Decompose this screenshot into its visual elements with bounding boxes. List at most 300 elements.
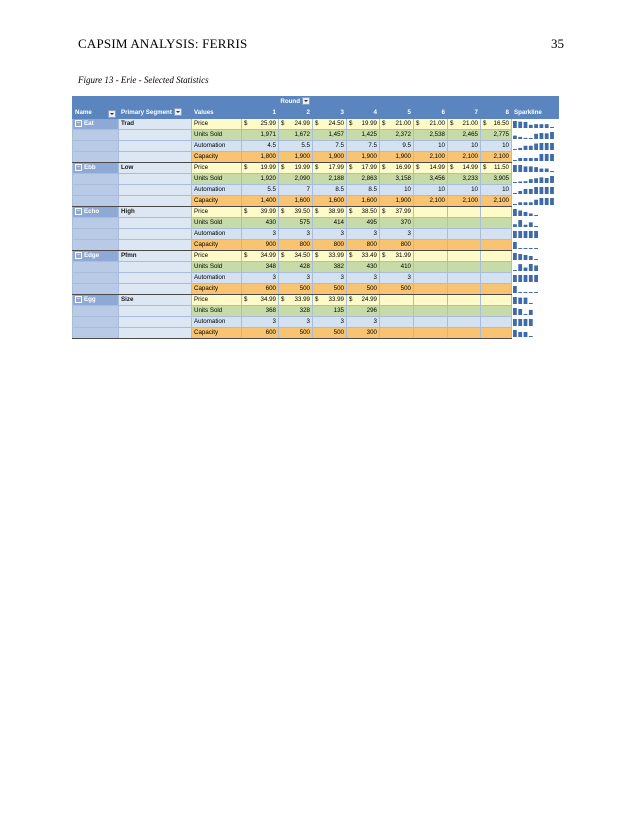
sparkline-cell: [512, 185, 559, 196]
currency-symbol: $: [244, 164, 248, 171]
sparkline-chart: [512, 175, 558, 184]
data-cell: [279, 273, 313, 284]
sparkline-cell: [512, 251, 559, 262]
data-cell: [448, 328, 481, 339]
product-name-blank: [73, 262, 119, 273]
product-name-cell[interactable]: [73, 163, 119, 174]
data-cell: [414, 207, 448, 218]
data-cell: [347, 163, 380, 174]
cell-value: 37.99: [395, 208, 411, 215]
collapse-toggle-icon[interactable]: −: [75, 252, 82, 259]
round-column-header: 2: [279, 108, 313, 119]
data-cell: [313, 119, 347, 130]
data-cell: [313, 284, 347, 295]
sparkline-bar: [518, 275, 522, 282]
data-cell: [279, 152, 313, 163]
sparkline-bar: [545, 154, 549, 161]
currency-symbol: $: [450, 164, 454, 171]
data-cell: [414, 119, 448, 130]
collapse-toggle-icon[interactable]: −: [75, 296, 82, 303]
header-blank-cell: [313, 97, 347, 108]
cell-value: 2,538: [429, 131, 445, 138]
primary-segment-blank: [119, 152, 192, 163]
cell-value: 1,900: [395, 197, 411, 204]
sparkline-bar: [524, 137, 528, 138]
cell-value: 1,600: [294, 197, 310, 204]
cell-value: 370: [400, 219, 411, 226]
product-name-cell[interactable]: [73, 119, 119, 130]
primary-segment-blank: [119, 229, 192, 240]
sparkline-bar: [545, 187, 549, 194]
sparkline-bar: [529, 124, 533, 127]
sparkline-bar: [545, 198, 549, 205]
data-cell: [481, 251, 512, 262]
sparkline-bar: [524, 332, 528, 337]
sparkline-bar: [534, 158, 538, 161]
data-cell: [242, 229, 279, 240]
data-cell: [448, 284, 481, 295]
sparkline-chart: [512, 153, 558, 162]
product-name-blank: [73, 174, 119, 185]
data-cell: [279, 306, 313, 317]
name-filter-dropdown-icon[interactable]: [108, 110, 116, 118]
cell-value: 135: [333, 307, 344, 314]
data-cell: [414, 251, 448, 262]
data-cell: [242, 240, 279, 251]
cell-value: 14.99: [429, 164, 445, 171]
data-cell: [380, 119, 414, 130]
collapse-toggle-icon[interactable]: −: [75, 164, 82, 171]
data-cell: [279, 174, 313, 185]
cell-value: 3,905: [493, 175, 509, 182]
data-cell: [481, 273, 512, 284]
data-cell: [414, 152, 448, 163]
cell-value: 2,100: [429, 197, 445, 204]
cell-value: 1,900: [328, 153, 344, 160]
cell-value: 10: [438, 142, 445, 149]
data-cell: [380, 251, 414, 262]
sparkline-cell: [512, 163, 559, 174]
cell-value: 300: [366, 329, 377, 336]
cell-value: 2,465: [462, 131, 478, 138]
primary-segment-blank: [119, 196, 192, 207]
value-label-cell: Capacity: [192, 240, 242, 251]
sparkline-bar: [529, 202, 533, 205]
sparkline-bar: [529, 303, 533, 304]
cell-value: 19.99: [361, 120, 377, 127]
header-blank-cell: [73, 97, 119, 108]
cell-value: 3: [407, 274, 411, 281]
data-cell: [481, 306, 512, 317]
cell-value: 296: [366, 307, 377, 314]
cell-value: 410: [400, 263, 411, 270]
data-cell: [448, 207, 481, 218]
sparkline-bar: [524, 181, 528, 183]
cell-value: 1,672: [294, 131, 310, 138]
data-cell: [242, 306, 279, 317]
data-cell: [279, 262, 313, 273]
table-row: [73, 317, 559, 328]
cell-value: 34.50: [294, 252, 310, 259]
cell-value: 1,920: [260, 175, 276, 182]
cell-value: 3,456: [429, 175, 445, 182]
data-cell: [347, 141, 380, 152]
data-cell: [242, 207, 279, 218]
cell-value: 2,775: [493, 131, 509, 138]
cell-value: 33.99: [294, 296, 310, 303]
data-cell: [481, 141, 512, 152]
sparkline-bar: [524, 224, 528, 226]
data-cell: [279, 229, 313, 240]
product-name-blank: [73, 306, 119, 317]
cell-value: 1,600: [361, 197, 377, 204]
cell-value: 24.50: [328, 120, 344, 127]
cell-value: 24.99: [361, 296, 377, 303]
data-cell: [313, 317, 347, 328]
data-cell: [414, 284, 448, 295]
value-label-cell: Capacity: [192, 196, 242, 207]
data-cell: [242, 295, 279, 306]
currency-symbol: $: [244, 208, 248, 215]
cell-value: 1,400: [260, 197, 276, 204]
data-cell: [347, 240, 380, 251]
sparkline-bar: [513, 165, 517, 172]
data-cell: [448, 229, 481, 240]
sparkline-bar: [534, 275, 538, 282]
cell-value: 2,090: [294, 175, 310, 182]
sparkline-bar: [518, 248, 522, 249]
sparkline-cell: [512, 152, 559, 163]
cell-value: 800: [366, 241, 377, 248]
data-cell: [448, 119, 481, 130]
primary-segment-cell: Trad: [119, 119, 192, 130]
cell-value: 16.99: [395, 164, 411, 171]
cell-value: 3: [272, 230, 276, 237]
data-cell: [380, 196, 414, 207]
round-filter-dropdown-icon[interactable]: [302, 97, 310, 105]
cell-value: 328: [299, 307, 310, 314]
sparkline-bar: [529, 213, 533, 216]
cell-value: 21.00: [429, 120, 445, 127]
sparkline-bar: [518, 147, 522, 149]
data-cell: [313, 251, 347, 262]
value-label-cell: Units Sold: [192, 174, 242, 185]
data-cell: [380, 152, 414, 163]
cell-value: 4.5: [267, 142, 276, 149]
currency-symbol: $: [315, 208, 319, 215]
sparkline-bar: [518, 292, 522, 293]
page-number: 35: [551, 36, 564, 51]
sparkline-bar: [524, 145, 528, 149]
table-row: [73, 130, 559, 141]
cell-value: 500: [299, 285, 310, 292]
data-cell: [481, 196, 512, 207]
cell-value: 1,900: [361, 153, 377, 160]
data-cell: [242, 251, 279, 262]
currency-symbol: $: [483, 164, 487, 171]
sparkline-bar: [529, 336, 533, 337]
segment-field-header[interactable]: [119, 108, 192, 119]
value-label-cell: Units Sold: [192, 218, 242, 229]
sparkline-bar: [550, 154, 554, 161]
round-column-header: 1: [242, 108, 279, 119]
sparkline-cell: [512, 119, 559, 130]
primary-segment-cell: Pfmn: [119, 251, 192, 262]
sparkline-bar: [540, 198, 544, 205]
table-row: [73, 185, 559, 196]
table-row: [73, 273, 559, 284]
sparkline-bar: [540, 143, 544, 150]
value-label-cell: Automation: [192, 317, 242, 328]
currency-symbol: $: [244, 296, 248, 303]
data-cell: [279, 207, 313, 218]
primary-segment-blank: [119, 141, 192, 152]
data-cell: [414, 185, 448, 196]
product-name-cell[interactable]: [73, 295, 119, 306]
data-cell: [481, 218, 512, 229]
sparkline-bar: [550, 127, 554, 128]
header-blank-cell: [448, 97, 481, 108]
data-cell: [313, 130, 347, 141]
cell-value: 600: [265, 285, 276, 292]
cell-value: 900: [265, 241, 276, 248]
header-blank-cell: [119, 97, 192, 108]
sparkline-bar: [513, 319, 517, 326]
cell-value: 500: [400, 285, 411, 292]
cell-value: 3: [272, 318, 276, 325]
sparkline-cell: [512, 284, 559, 295]
data-cell: [448, 251, 481, 262]
sparkline-bar: [529, 231, 533, 238]
sparkline-bar: [524, 121, 528, 127]
cell-value: 21.00: [462, 120, 478, 127]
currency-symbol: $: [382, 120, 386, 127]
currency-symbol: $: [315, 164, 319, 171]
sparkline-bar: [524, 255, 528, 260]
cell-value: 10: [471, 186, 478, 193]
sparkline-chart: [512, 142, 558, 151]
data-cell: [481, 207, 512, 218]
cell-value: 7: [306, 186, 310, 193]
primary-segment-blank: [119, 262, 192, 273]
sparkline-bar: [550, 143, 554, 150]
sparkline-bar: [518, 158, 522, 161]
data-cell: [380, 306, 414, 317]
cell-value: 16.50: [493, 120, 509, 127]
sparkline-cell: [512, 240, 559, 251]
cell-value: 5.5: [301, 142, 310, 149]
table-row: [73, 251, 559, 262]
primary-segment-blank: [119, 284, 192, 295]
sparkline-bar: [518, 210, 522, 216]
cell-value: 1,600: [328, 197, 344, 204]
name-field-header[interactable]: [73, 108, 119, 119]
header-blank-cell: [192, 97, 242, 108]
data-cell: [242, 218, 279, 229]
data-cell: [380, 174, 414, 185]
data-cell: [313, 328, 347, 339]
cell-value: 2,100: [462, 153, 478, 160]
product-name-blank: [73, 141, 119, 152]
sparkline-bar: [524, 267, 528, 270]
data-cell: [279, 185, 313, 196]
running-header-title: CAPSIM ANALYSIS: FERRIS: [78, 36, 248, 51]
primary-segment-blank: [119, 240, 192, 251]
value-label-cell: Price: [192, 207, 242, 218]
data-cell: [380, 328, 414, 339]
data-cell: [414, 174, 448, 185]
table-row: [73, 207, 559, 218]
sparkline-bar: [513, 270, 517, 271]
cell-value: 800: [299, 241, 310, 248]
cell-value: 500: [333, 329, 344, 336]
sparkline-bar: [534, 124, 538, 128]
sparkline-cell: [512, 229, 559, 240]
round-column-header: 4: [347, 108, 380, 119]
data-cell: [481, 229, 512, 240]
cell-value: 10: [502, 186, 509, 193]
currency-symbol: $: [349, 296, 353, 303]
sparkline-bar: [529, 248, 533, 249]
data-cell: [448, 240, 481, 251]
cell-value: 2,100: [462, 197, 478, 204]
table-row: [73, 141, 559, 152]
sparkline-chart: [512, 197, 558, 206]
sparkline-bar: [518, 191, 522, 194]
sparkline-bar: [545, 178, 549, 183]
sparkline-bar: [529, 145, 533, 149]
sparkline-bar: [540, 133, 544, 139]
data-cell: [242, 174, 279, 185]
data-cell: [313, 262, 347, 273]
sparkline-chart: [512, 241, 558, 250]
sparkline-bar: [545, 133, 549, 139]
cell-value: 31.99: [395, 252, 411, 259]
sparkline-chart: [512, 329, 558, 338]
sparkline-bar: [534, 231, 538, 238]
sparkline-bar: [518, 181, 522, 183]
cell-value: 3,233: [462, 175, 478, 182]
round-column-header: 7: [448, 108, 481, 119]
sparkline-cell: [512, 306, 559, 317]
table-row: [73, 262, 559, 273]
data-cell: [347, 273, 380, 284]
cell-value: 1,900: [395, 153, 411, 160]
data-cell: [380, 163, 414, 174]
data-cell: [414, 141, 448, 152]
sparkline-cell: [512, 273, 559, 284]
sparkline-bar: [534, 178, 538, 183]
sparkline-bar: [545, 124, 549, 128]
cell-value: 3: [373, 318, 377, 325]
data-cell: [380, 141, 414, 152]
data-cell: [347, 229, 380, 240]
sparkline-bar: [513, 253, 517, 260]
data-cell: [279, 251, 313, 262]
sparkline-bar: [534, 292, 538, 293]
collapse-toggle-icon[interactable]: −: [75, 120, 82, 127]
sparkline-bar: [524, 189, 528, 194]
data-cell: [313, 207, 347, 218]
value-label-cell: Price: [192, 295, 242, 306]
cell-value: 3: [373, 230, 377, 237]
product-name: Edge: [84, 252, 100, 259]
cell-value: 2,100: [429, 153, 445, 160]
sparkline-chart: [512, 318, 558, 327]
table-row: [73, 163, 559, 174]
cell-value: 34.99: [260, 296, 276, 303]
sparkline-bar: [513, 209, 517, 216]
sparkline-bar: [550, 198, 554, 205]
data-cell: [242, 119, 279, 130]
data-cell: [380, 284, 414, 295]
data-cell: [380, 130, 414, 141]
value-label-cell: Price: [192, 251, 242, 262]
cell-value: 800: [400, 241, 411, 248]
cell-value: 8.5: [335, 186, 344, 193]
value-label-cell: Automation: [192, 229, 242, 240]
product-name-cell[interactable]: [73, 207, 119, 218]
data-cell: [313, 218, 347, 229]
sparkline-bar: [524, 314, 528, 315]
collapse-toggle-icon[interactable]: −: [75, 208, 82, 215]
product-name-blank: [73, 229, 119, 240]
data-cell: [279, 317, 313, 328]
cell-value: 500: [299, 329, 310, 336]
table-row: [73, 218, 559, 229]
data-cell: [242, 185, 279, 196]
currency-symbol: $: [244, 120, 248, 127]
sparkline-bar: [518, 231, 522, 238]
cell-value: 430: [265, 219, 276, 226]
value-label-cell: Capacity: [192, 284, 242, 295]
product-name-cell[interactable]: [73, 251, 119, 262]
cell-value: 1,800: [260, 153, 276, 160]
cell-value: 5.5: [267, 186, 276, 193]
sparkline-chart: [512, 285, 558, 294]
segment-filter-dropdown-icon[interactable]: [174, 108, 182, 116]
data-cell: [448, 130, 481, 141]
sparkline-bar: [529, 189, 533, 194]
sparkline-bar: [534, 259, 538, 260]
sparkline-bar: [540, 177, 544, 183]
data-cell: [313, 306, 347, 317]
cell-value: 10: [471, 142, 478, 149]
data-cell: [481, 262, 512, 273]
sparkline-bar: [540, 124, 544, 128]
cell-value: 33.99: [328, 296, 344, 303]
cell-value: 600: [265, 329, 276, 336]
table-row: [73, 306, 559, 317]
cell-value: 19.99: [294, 164, 310, 171]
cell-value: 2,863: [361, 175, 377, 182]
data-cell: [414, 229, 448, 240]
cell-value: 3: [340, 318, 344, 325]
data-cell: [380, 240, 414, 251]
sparkline-bar: [529, 166, 533, 172]
data-cell: [448, 262, 481, 273]
data-cell: [448, 273, 481, 284]
segment-label: Primary Segment: [121, 109, 172, 116]
value-label-cell: Capacity: [192, 328, 242, 339]
round-column-header: 5: [380, 108, 414, 119]
data-cell: [347, 174, 380, 185]
data-cell: [414, 240, 448, 251]
data-cell: [347, 218, 380, 229]
product-name-blank: [73, 240, 119, 251]
round-field-header[interactable]: [242, 97, 313, 108]
primary-segment-blank: [119, 273, 192, 284]
